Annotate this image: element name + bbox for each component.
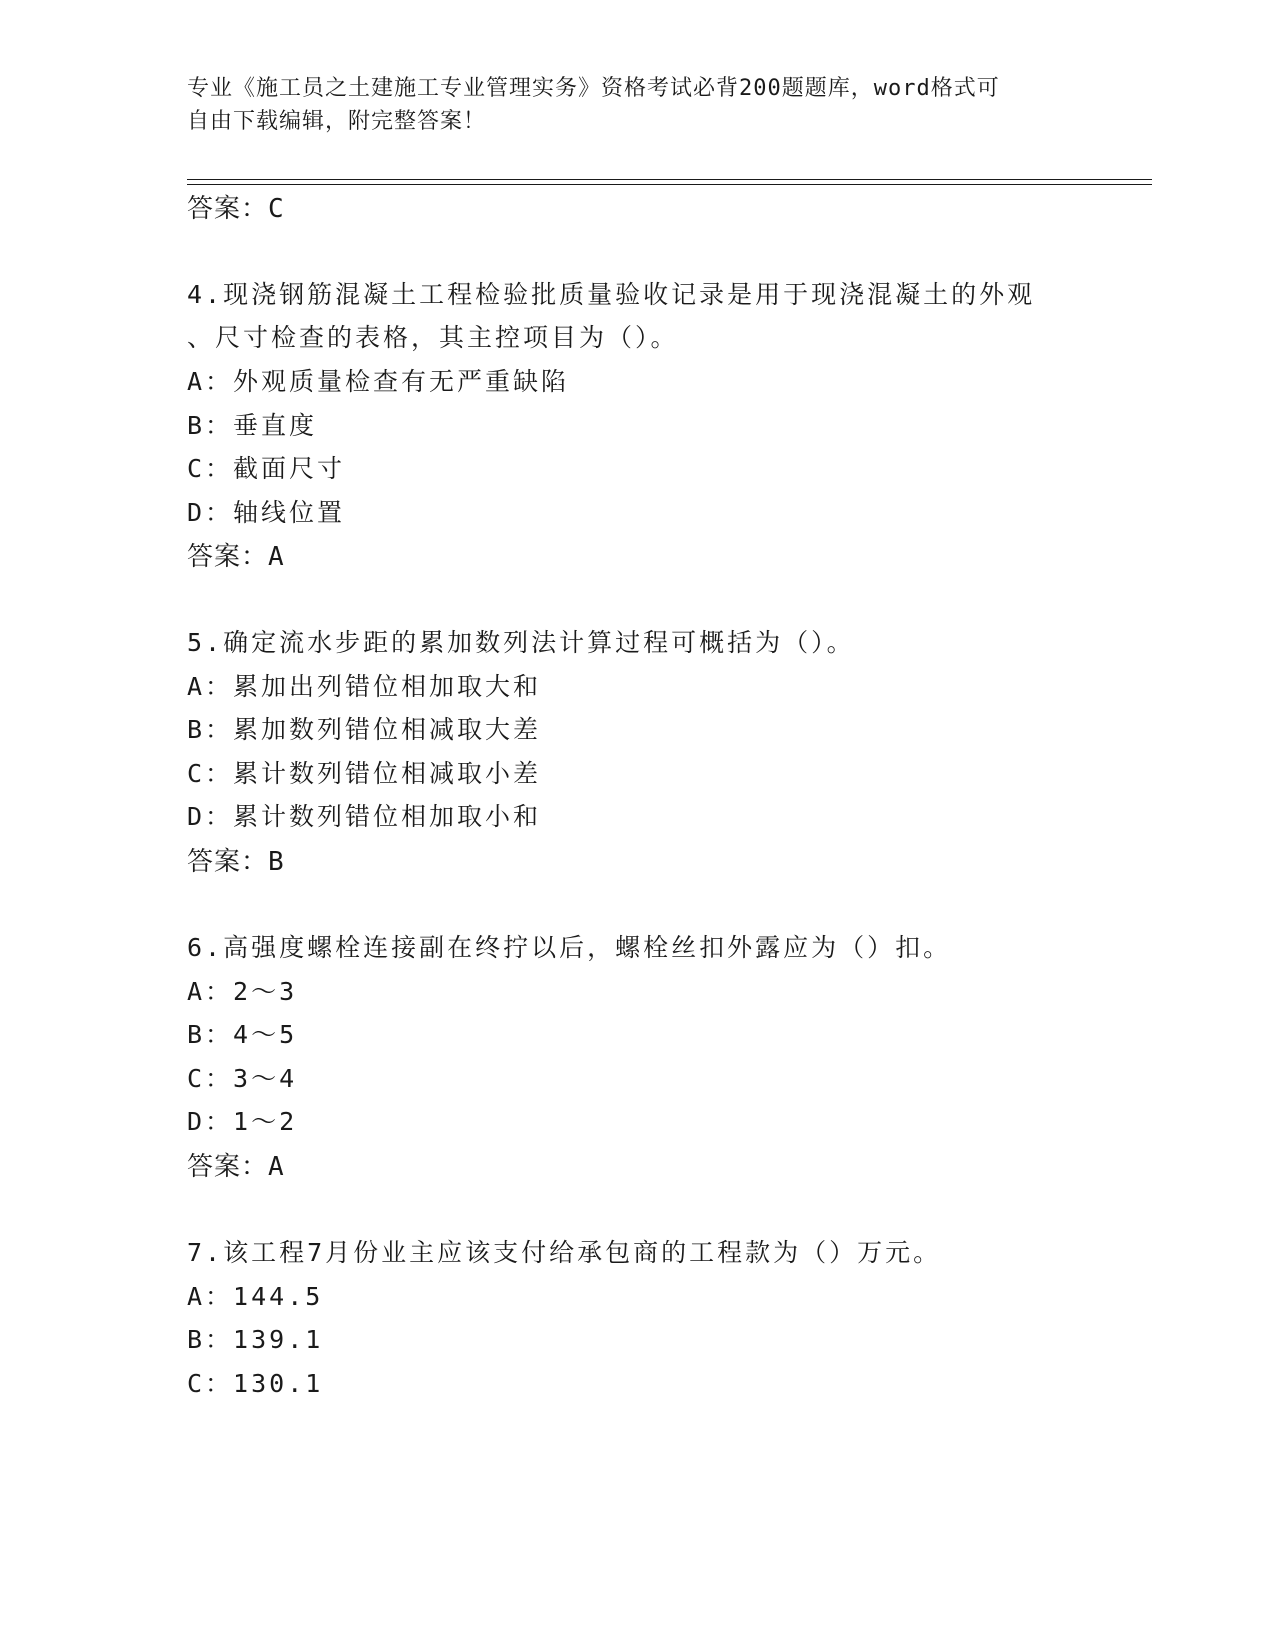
- question-4-stem-line-1: 4.现浇钢筋混凝土工程检验批质量验收记录是用于现浇混凝土的外观: [187, 280, 1036, 309]
- question-7-option-c: C：130.1: [187, 1369, 324, 1398]
- question-5-answer: [187, 841, 285, 878]
- question-4-option-a: A：外观质量检查有无严重缺陷: [187, 367, 570, 396]
- question-5-option-a: A：累加出列错位相加取大和: [187, 672, 542, 701]
- header-line-2: 自由下载编辑，附完整答案！: [187, 109, 487, 134]
- question-6-option-d: D：1～2: [187, 1107, 298, 1136]
- question-4-stem-line-2: 、尺寸检查的表格，其主控项目为（）。: [187, 323, 679, 352]
- answer-value: A: [268, 1152, 285, 1182]
- header-divider-top: [187, 179, 1152, 180]
- question-4-option-d: D：轴线位置: [187, 498, 346, 527]
- answer-line-prev: [187, 188, 285, 225]
- question-4-option-c: C：截面尺寸: [187, 454, 346, 483]
- question-6-option-a: A：2～3: [187, 977, 298, 1006]
- question-4-answer: [187, 536, 285, 573]
- answer-label: 答案：: [187, 542, 269, 572]
- question-6-stem: 6.高强度螺栓连接副在终拧以后，螺栓丝扣外露应为（）扣。: [187, 933, 952, 962]
- question-5-option-b: B：累加数列错位相减取大差: [187, 715, 542, 744]
- question-5-stem: 5.确定流水步距的累加数列法计算过程可概括为（）。: [187, 628, 855, 657]
- question-7-option-a: A：144.5: [187, 1282, 324, 1311]
- question-6-answer: [187, 1146, 285, 1183]
- question-6-option-c: C：3～4: [187, 1064, 298, 1093]
- answer-label: 答案：: [187, 847, 269, 877]
- answer-label: 答案：: [187, 1152, 269, 1182]
- question-5-option-c: C：累计数列错位相减取小差: [187, 759, 542, 788]
- question-5-option-d: D：累计数列错位相加取小和: [187, 802, 542, 831]
- header-line-1: 专业《施工员之土建施工专业管理实务》资格考试必背200题题库，word格式可: [187, 76, 1000, 101]
- question-4-option-b: B：垂直度: [187, 411, 318, 440]
- answer-value: A: [268, 542, 285, 572]
- header-divider-bottom: [187, 184, 1152, 185]
- question-6-option-b: B：4～5: [187, 1020, 298, 1049]
- answer-value: B: [268, 847, 285, 877]
- document-header: [187, 72, 1067, 138]
- question-7-option-b: B：139.1: [187, 1325, 324, 1354]
- answer-value: C: [268, 194, 285, 224]
- answer-label: 答案：: [187, 194, 269, 224]
- question-7-stem: 7.该工程7月份业主应该支付给承包商的工程款为（）万元。: [187, 1238, 942, 1267]
